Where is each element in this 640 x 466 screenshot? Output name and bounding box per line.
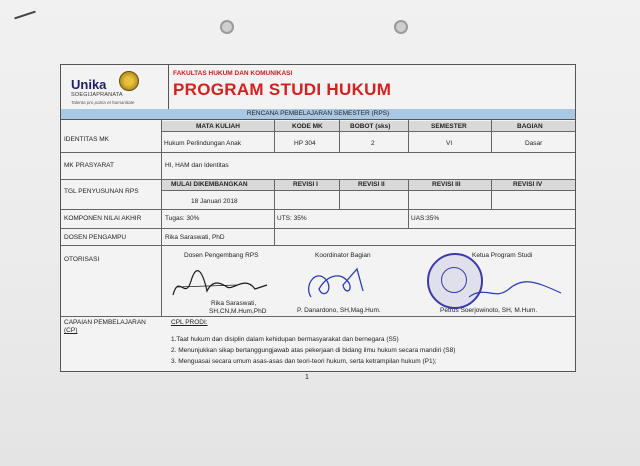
role-koordinator: Koordinator Bagian <box>315 252 371 259</box>
cp-label-abbr: (CP) <box>64 327 78 334</box>
row-line <box>61 152 575 153</box>
cpl-prodi-title: CPL PRODI: <box>171 319 208 326</box>
cpl-item-1: 1.Taat hukum dan disiplin dalam kehidupan bermasyarakat dan bernegara (S5) <box>171 336 399 343</box>
penyusunan-date: 18 Januari 2018 <box>191 198 238 205</box>
logo-seal-icon <box>119 71 139 91</box>
row-line <box>61 179 575 180</box>
label-column-divider <box>161 120 162 316</box>
col-revisi-2: REVISI II <box>358 181 385 188</box>
rps-title-band: RENCANA PEMBELAJARAN SEMESTER (RPS) <box>61 109 575 120</box>
cpl-item-2: 2. Menunjukkan sikap bertanggungjawab atas pekerjaan di bidang ilmu hukum secara mandiri (S8) <box>171 347 456 354</box>
mata-kuliah-value: Hukum Perlindungan Anak <box>164 140 241 147</box>
uas-value: UAS:35% <box>411 215 440 222</box>
row-line <box>161 190 575 191</box>
col-line <box>408 120 409 152</box>
col-bobot: BOBOT (sks) <box>350 123 391 130</box>
punch-hole-left <box>220 20 234 34</box>
punch-hole-right <box>394 20 408 34</box>
penyusunan-label: TGL PENYUSUNAN RPS <box>64 188 139 195</box>
prasyarat-value: HI, HAM dan Identitas <box>165 162 229 169</box>
col-line <box>274 179 275 209</box>
dosen-value: Rika Saraswati, PhD <box>165 234 225 241</box>
col-line <box>339 179 340 209</box>
col-semester: SEMESTER <box>431 123 467 130</box>
uts-value: UTS: 35% <box>277 215 307 222</box>
col-line <box>339 120 340 152</box>
col-mata-kuliah: MATA KULIAH <box>196 123 240 130</box>
col-line <box>408 179 409 209</box>
signature-koordinator <box>297 261 377 305</box>
stamp-center-icon <box>441 267 467 293</box>
university-logo <box>61 65 169 109</box>
row-line <box>61 245 575 246</box>
role-dosen-pengembang: Dosen Pengembang RPS <box>184 252 259 259</box>
otorisasi-label: OTORISASI <box>64 256 100 263</box>
semester-value: VI <box>446 140 453 147</box>
document-header <box>61 65 575 110</box>
name-koordinator: P. Danardono, SH,Mag.Hum. <box>297 307 381 314</box>
program-title: PROGRAM STUDI HUKUM <box>173 80 392 99</box>
row-line <box>61 316 575 317</box>
cpl-item-3: 3. Menguasai secara umum asas-asas dan teori-teori hukum, serta ketrampilan hukum (P1); <box>171 358 437 365</box>
logo-text: Unika <box>71 77 107 92</box>
dosen-label: DOSEN PENGAMPU <box>64 234 127 241</box>
kode-mk-value: HP 304 <box>294 140 316 147</box>
bagian-value: Dasar <box>525 140 543 147</box>
name-dosen-pengembang-b: SH,CN,M.Hum,PhD <box>209 308 267 315</box>
rps-document <box>60 64 576 372</box>
name-ketua-prodi: Petrus Soerjowinoto, SH, M.Hum. <box>440 307 538 314</box>
faculty-name: FAKULTAS HUKUM DAN KOMUNIKASI <box>173 70 293 77</box>
col-kode-mk: KODE MK <box>292 123 323 130</box>
logo-subtitle: SOEGIJAPRANATA <box>71 92 123 98</box>
col-line <box>491 120 492 152</box>
cp-label: CAPAIAN PEMBELAJARAN <box>64 319 146 326</box>
col-line <box>274 209 275 245</box>
row-line <box>161 131 575 132</box>
col-revisi-4: REVISI IV <box>513 181 543 188</box>
col-revisi-3: REVISI III <box>432 181 461 188</box>
row-line <box>61 209 575 210</box>
signature-dosen-pengembang <box>167 265 287 305</box>
col-mulai: MULAI DIKEMBANGKAN <box>171 181 248 188</box>
role-ketua-prodi: Ketua Program Studi <box>472 252 533 259</box>
col-line <box>408 209 409 228</box>
col-line <box>274 120 275 152</box>
col-line <box>491 179 492 209</box>
pen-mark <box>14 11 36 20</box>
identitas-label: IDENTITAS MK <box>64 136 110 143</box>
col-bagian: BAGIAN <box>517 123 543 130</box>
name-dosen-pengembang-a: Rika Saraswati, <box>211 300 257 307</box>
row-line <box>61 228 575 229</box>
bobot-value: 2 <box>371 140 375 147</box>
logo-tagline: Talenta pro patria et humanitate <box>71 100 135 105</box>
prasyarat-label: MK PRASYARAT <box>64 162 114 169</box>
signature-ketua-prodi <box>465 275 565 305</box>
col-revisi-1: REVISI I <box>293 181 318 188</box>
komponen-label: KOMPONEN NILAI AKHIR <box>64 215 142 222</box>
page-number: 1 <box>305 374 309 381</box>
tugas-value: Tugas: 30% <box>165 215 200 222</box>
